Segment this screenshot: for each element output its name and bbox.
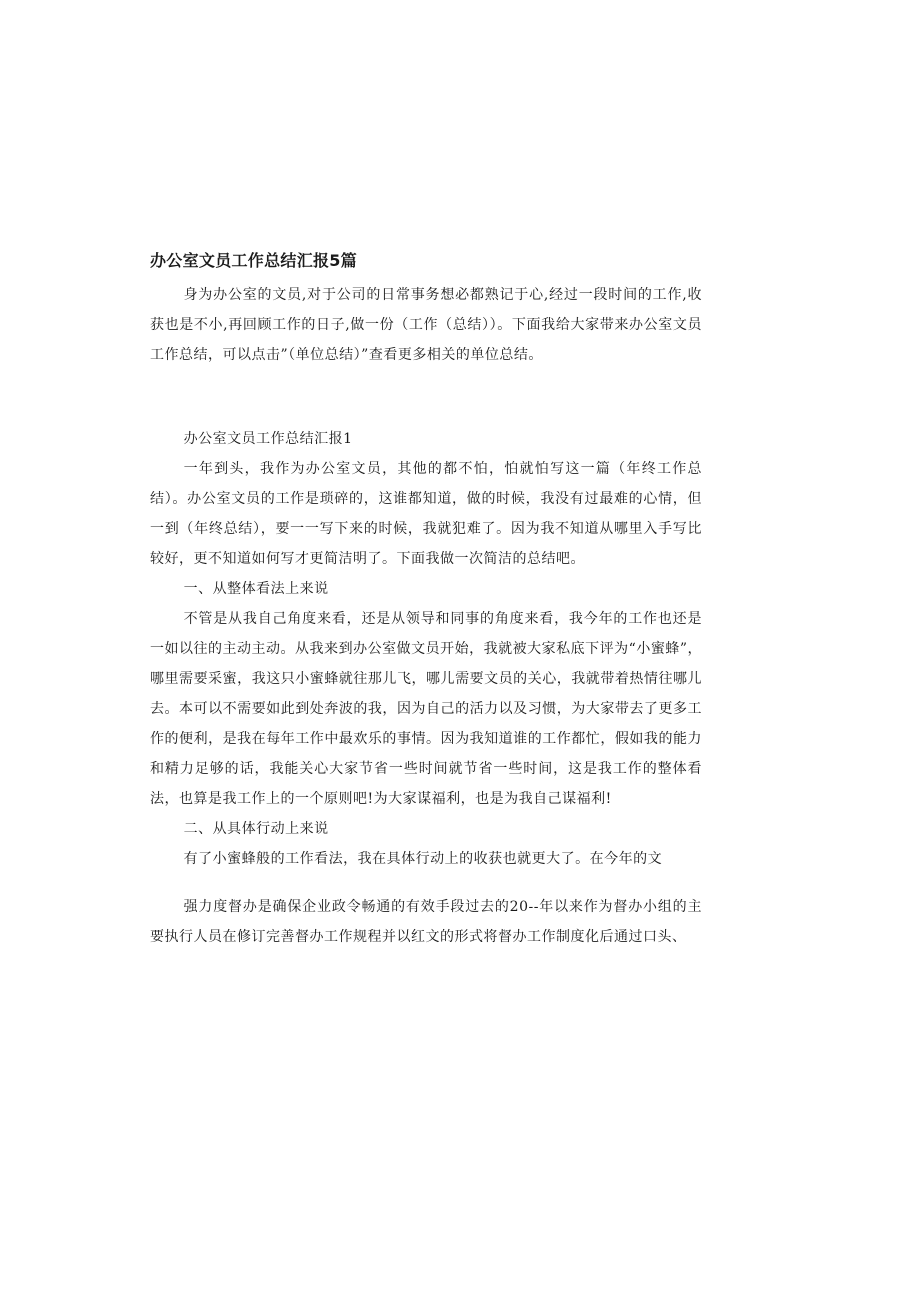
spacer — [150, 370, 702, 424]
paragraph-3: 有了小蜜蜂般的工作看法，我在具体行动上的收获也就更大了。在今年的文 — [183, 851, 663, 867]
intro-paragraph: 身为办公室的文员,对于公司的日常事务想必都熟记于心,经过一段时间的工作,收获也是不小,再回顾工作的日子,做一份（工作（总结））。下面我给大家带来办公室文员工作总结，可以点击”（单位总结）”查看更多相关的单位总结。 — [150, 287, 702, 363]
paragraph-2: 不管是从我自己角度来看，还是从领导和同事的角度来看，我今年的工作也还是一如以往的主动主动。从我来到办公室做文员开始，我就被大家私底下评为“小蜜蜂”，哪里需要采蜜，我这只小蜜蜂就往那儿飞，哪儿需要文员的关心，我就带着热情往哪儿去。本可以不需要如此到处奔波的我，因为自己的活力以及习惯，为大家带去了更多工作的便利，是我在每年工作中最欢乐的事情。因为我知道谁的工作都忙，假如我的能力和精力足够的话，我能关心大家节省一些时间就节省一些时间，这是我工作的整体看法，也算是我工作上的一个原则吧!为大家谋福利，也是为我自己谋福利! — [150, 611, 702, 807]
document-page — [150, 250, 702, 952]
section-title: 办公室文员工作总结汇报1 — [183, 431, 353, 447]
document-title: 办公室文员工作总结汇报5篇 — [150, 251, 358, 270]
paragraph-4: 强力度督办是确保企业政令畅通的有效手段过去的20--年以来作为督办小组的主要执行人员在修订完善督办工作规程并以红文的形式将督办工作制度化后通过口头、 — [150, 899, 702, 945]
subheading-2: 二、从具体行动上来说 — [183, 821, 329, 837]
subheading-1: 一、从整体看法上来说 — [183, 581, 329, 597]
spacer — [150, 874, 702, 892]
paragraph-1: 一年到头，我作为办公室文员，其他的都不怕，怕就怕写这一篇（年终工作总结）。办公室文员的工作是琐碎的，这谁都知道，做的时候，我没有过最难的心情，但一到（年终总结），要一一写下来的时候，我就犯难了。因为我不知道从哪里入手写比较好，更不知道如何写才更简洁明了。下面我做一次简洁的总结吧。 — [150, 461, 702, 567]
